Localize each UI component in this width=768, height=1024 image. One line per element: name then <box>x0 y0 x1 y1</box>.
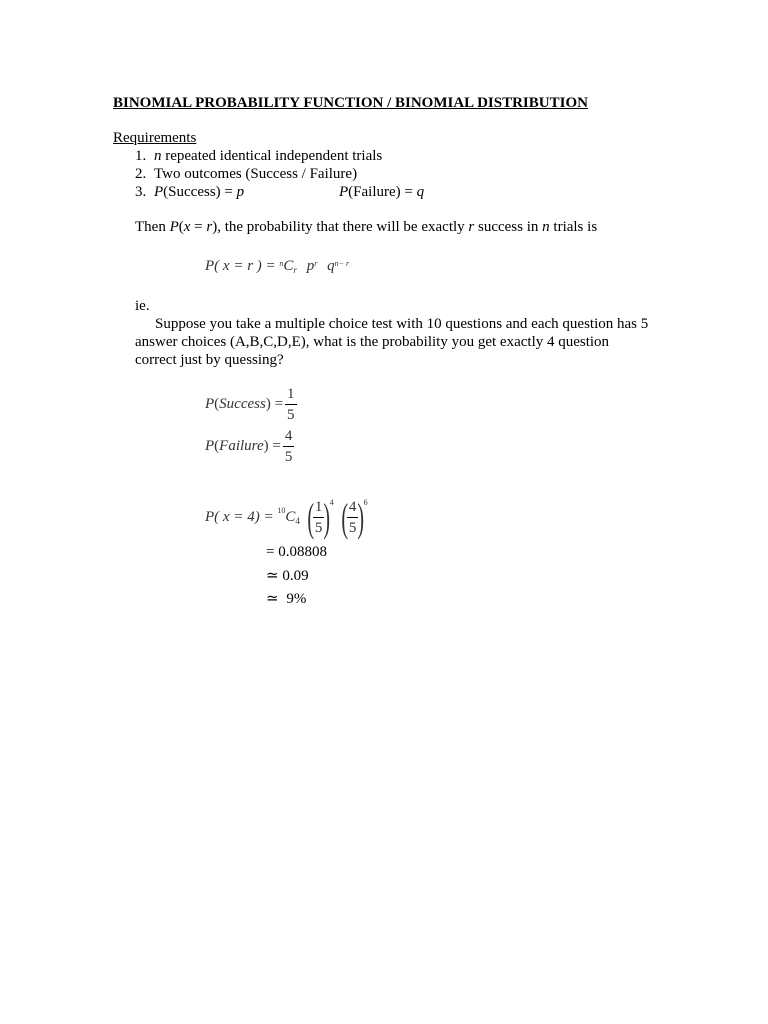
requirement-item-3 <box>135 183 244 201</box>
approx-symbol: ≃ <box>266 591 279 607</box>
equals: = <box>190 219 207 235</box>
numerator: 4 <box>348 499 357 516</box>
then-statement <box>135 218 597 236</box>
variable-x: x <box>183 219 191 235</box>
p-symbol: P <box>205 396 215 412</box>
calc-lhs: ( x = 4) = <box>214 509 278 525</box>
document-title: BINOMIAL PROBABILITY FUNCTION / BINOMIAL DISTRIBUTION <box>113 95 588 111</box>
right-paren: ) <box>357 494 365 540</box>
p-symbol: P <box>169 219 179 235</box>
failure-label: Failure <box>219 438 264 454</box>
binomial-formula <box>205 257 349 276</box>
r-exponent: r <box>314 259 318 268</box>
p-symbol: P <box>339 184 349 200</box>
variable-n: n <box>542 219 550 235</box>
requirement-item-1 <box>135 147 382 165</box>
fraction-bar <box>285 404 297 405</box>
denominator: 5 <box>284 449 293 466</box>
item-number: 3. <box>135 184 147 200</box>
then-text: Then <box>135 219 170 235</box>
item-text: Two outcomes (Success / Failure) <box>154 166 358 182</box>
r-subscript: 4 <box>295 516 300 526</box>
denominator: 5 <box>348 520 357 537</box>
denominator: 5 <box>314 520 323 537</box>
combination-c: C <box>285 509 296 525</box>
result-line-2 <box>266 567 309 585</box>
result-value: 0.09 <box>282 568 309 584</box>
n-superscript: n <box>279 259 284 268</box>
numerator: 1 <box>314 499 323 516</box>
ie-label: ie. <box>135 298 150 314</box>
formula-lhs: ( x = r ) = <box>214 258 280 274</box>
p-symbol: P <box>205 258 215 274</box>
requirement-item-2 <box>135 165 357 183</box>
variable-n: n <box>154 148 162 164</box>
denominator: 5 <box>287 407 295 424</box>
equals-symbol: = <box>266 544 275 560</box>
n-superscript: 10 <box>277 506 286 515</box>
approx-symbol: ≃ <box>266 568 279 584</box>
result-line-1 <box>266 543 327 561</box>
success-probability-equation: P(Success) = $\frac{1}{5}$ <box>205 386 295 424</box>
p-symbol: P <box>205 438 215 454</box>
variable-q: q <box>416 184 425 200</box>
result-value: 9% <box>286 591 307 607</box>
requirements-heading: Requirements <box>113 130 197 146</box>
binomial-calculation <box>205 495 368 540</box>
p-symbol: P <box>154 184 164 200</box>
fraction-bar <box>283 446 295 447</box>
item-number: 2. <box>135 166 147 182</box>
success-text: (Success) = <box>163 184 237 200</box>
variable-r: r <box>206 219 213 235</box>
item-text: repeated identical independent trials <box>161 148 383 164</box>
p-symbol: P <box>205 509 215 525</box>
q-exponent: n− r <box>334 259 350 268</box>
left-paren: ( <box>340 494 348 540</box>
failure-text: (Failure) = <box>348 184 417 200</box>
variable-r: r <box>468 219 475 235</box>
then-text: success in <box>474 219 543 235</box>
then-text: ), the probability that there will be exactly <box>212 219 469 235</box>
example-paragraph-line-2: answer choices (A,B,C,D,E), what is the probability you get exactly 4 question <box>135 334 610 350</box>
failure-definition <box>339 183 424 201</box>
example-paragraph-line-1: Suppose you take a multiple choice test with 10 questions and each question has 5 <box>155 316 649 332</box>
exponent: 6 <box>363 498 368 507</box>
then-text: trials is <box>549 219 598 235</box>
fraction-one-fifth <box>285 386 297 423</box>
combination-c: C <box>283 258 294 274</box>
failure-probability-equation: P(Failure) = $\frac{4}{5}$ <box>205 428 293 466</box>
result-line-3 <box>266 590 306 608</box>
numerator: 4 <box>284 428 293 445</box>
result-value: 0.08808 <box>278 544 327 560</box>
variable-p: p <box>236 184 245 200</box>
right-paren: ) <box>323 494 331 540</box>
left-paren: ( <box>306 494 314 540</box>
p-base: p <box>306 258 315 274</box>
example-paragraph-line-3: correct just by quessing? <box>135 352 284 368</box>
paren: ( <box>178 219 184 235</box>
q-base: q <box>327 258 335 274</box>
numerator: 1 <box>287 386 295 403</box>
item-number: 1. <box>135 148 147 164</box>
fraction-four-fifths <box>283 428 295 465</box>
success-label: Success <box>219 396 266 412</box>
exponent: 4 <box>329 498 334 507</box>
r-subscript: r <box>293 265 297 275</box>
